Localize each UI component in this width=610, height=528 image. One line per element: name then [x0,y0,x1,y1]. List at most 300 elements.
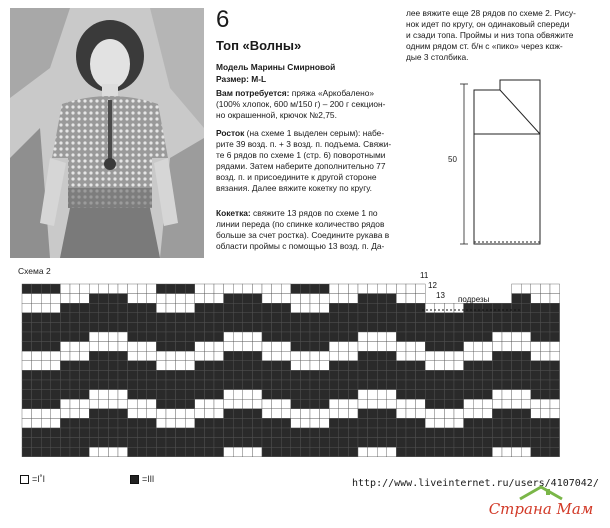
chart-cell [550,361,560,371]
chart-cell [272,438,282,448]
chart-cell [108,313,118,323]
chart-cell [51,303,61,313]
chart-cell [406,380,416,390]
chart-cell [540,342,550,352]
chart-cell [492,438,502,448]
chart-cell [262,380,272,390]
chart-cell [243,322,253,332]
chart-cell [89,361,99,371]
chart-cell [300,380,310,390]
chart-cell [444,370,454,380]
chart-cell [137,428,147,438]
chart-cell [425,370,435,380]
chart-cell [540,428,550,438]
chart-cell [204,438,214,448]
chart-cell [89,284,99,294]
chart-cell [99,438,109,448]
chart-cell [51,390,61,400]
chart-cell [550,313,560,323]
chart-cell [89,418,99,428]
chart-cell [214,361,224,371]
chart-cell [473,399,483,409]
chart-cell [540,294,550,304]
chart-cell [396,322,406,332]
chart-cell [512,303,522,313]
chart-cell [425,428,435,438]
chart-cell [281,370,291,380]
chart-cell [310,447,320,457]
chart-cell [387,361,397,371]
chart-cell [243,361,253,371]
chart-cell [473,342,483,352]
chart-cell [60,370,70,380]
chart-cell [550,322,560,332]
chart-cell [291,342,301,352]
chart-cell [60,380,70,390]
chart-cell [435,438,445,448]
chart-cell [281,409,291,419]
chart-cell [531,418,541,428]
height-dimension: 50 [448,155,457,164]
chart-cell [550,284,560,294]
chart-cell [329,294,339,304]
chart-cell [89,438,99,448]
chart-cell [195,399,205,409]
chart-cell [70,284,80,294]
chart-cell [444,303,454,313]
chart-cell [310,294,320,304]
chart-cell [444,418,454,428]
chart-cell [204,380,214,390]
chart-cell [128,418,138,428]
chart-cell [272,332,282,342]
chart-cell [214,380,224,390]
chart-cell [233,361,243,371]
chart-cell [377,303,387,313]
chart-cell [156,418,166,428]
chart-cell [464,351,474,361]
chart-cell [147,351,157,361]
chart-cell [243,409,253,419]
chart-cell [540,438,550,448]
chart-cell [339,294,349,304]
chart-cell [329,284,339,294]
chart-cell [368,351,378,361]
chart-cell [204,361,214,371]
chart-cell [473,390,483,400]
chart-cell [224,303,234,313]
chart-cell [118,284,128,294]
chart-cell [185,342,195,352]
chart-cell [89,313,99,323]
chart-cell [176,351,186,361]
chart-cell [224,294,234,304]
chart-cell [80,409,90,419]
chart-cell [425,313,435,323]
chart-cell [272,409,282,419]
chart-cell [70,380,80,390]
chart-cell [243,332,253,342]
chart-cell [387,351,397,361]
chart-cell [444,332,454,342]
chart-cell [416,294,426,304]
chart-cell [492,380,502,390]
chart-cell [358,332,368,342]
chart-cell [348,380,358,390]
chart-cell [492,399,502,409]
chart-cell [444,351,454,361]
chart-cell [521,303,531,313]
chart-cell [262,361,272,371]
chart-cell [464,418,474,428]
chart-cell [252,322,262,332]
chart-cell [329,332,339,342]
chart-cell [358,409,368,419]
chart-cell [329,409,339,419]
chart-cell [166,370,176,380]
chart-cell [252,447,262,457]
chart-cell [166,361,176,371]
chart-cell [99,351,109,361]
chart-cell [396,380,406,390]
chart-cell [531,361,541,371]
chart-cell [99,342,109,352]
chart-cell [128,313,138,323]
chart-cell [291,351,301,361]
logo-text: Страна Мам [488,500,594,518]
chart-cell [118,399,128,409]
chart-cell [368,390,378,400]
chart-cell [444,447,454,457]
source-url[interactable]: http://www.liveinternet.ru/users/4107042/ [352,478,599,489]
chart-cell [464,409,474,419]
chart-cell [454,332,464,342]
chart-cell [272,294,282,304]
chart-cell [185,409,195,419]
chart-cell [483,390,493,400]
chart-cell [156,438,166,448]
legend-white-text: =ǀ˚ǀ [32,474,45,484]
chart-cell [252,361,262,371]
chart-cell [512,409,522,419]
chart-cell [195,390,205,400]
chart-cell [435,380,445,390]
chart-cell [195,294,205,304]
chart-cell [243,438,253,448]
chart-cell [281,332,291,342]
chart-cell [473,361,483,371]
chart-cell [41,380,51,390]
chart-cell [291,332,301,342]
chart-cell [521,399,531,409]
chart-cell [214,294,224,304]
chart-cell [32,284,42,294]
chart-cell [368,322,378,332]
row-label-13: 13 [436,291,445,300]
chart-cell [22,284,32,294]
chart-cell [176,284,186,294]
chart-cell [99,418,109,428]
chart-cell [22,370,32,380]
chart-cell [128,361,138,371]
chart-cell [550,342,560,352]
chart-cell [262,438,272,448]
chart-cell [550,294,560,304]
chart-cell [224,284,234,294]
chart-cell [60,418,70,428]
chart-cell [89,370,99,380]
chart-cell [320,390,330,400]
chart-cell [262,418,272,428]
chart-cell [416,399,426,409]
chart-cell [540,361,550,371]
chart-cell [195,438,205,448]
chart-cell [416,361,426,371]
chart-cell [502,370,512,380]
chart-cell [396,342,406,352]
chart-cell [444,313,454,323]
chart-cell [550,303,560,313]
chart-cell [329,390,339,400]
chart-cell [444,361,454,371]
chart-cell [416,313,426,323]
chart-cell [233,418,243,428]
chart-cell [281,390,291,400]
chart-cell [243,390,253,400]
chart-cell [51,322,61,332]
chart-cell [531,390,541,400]
chart-cell [406,322,416,332]
chart-cell [233,294,243,304]
chart-cell [348,390,358,400]
chart-cell [531,370,541,380]
chart-cell [339,370,349,380]
chart-cell [291,418,301,428]
chart-cell [358,342,368,352]
chart-cell [310,428,320,438]
chart-cell [176,313,186,323]
chart-cell [483,313,493,323]
chart-cell [128,322,138,332]
chart-cell [32,428,42,438]
chart-cell [512,428,522,438]
chart-cell [80,303,90,313]
chart-cell [60,438,70,448]
chart-cell [147,332,157,342]
chart-cell [358,438,368,448]
chart-cell [368,409,378,419]
chart-cell [396,332,406,342]
chart-cell [320,438,330,448]
chart-cell [425,390,435,400]
chart-cell [339,390,349,400]
chart-cell [118,428,128,438]
chart-cell [147,418,157,428]
chart-cell [166,303,176,313]
chart-cell [377,428,387,438]
chart-cell [291,294,301,304]
chart-cell [368,380,378,390]
chart-cell [396,428,406,438]
chart-cell [272,351,282,361]
chart-cell [550,428,560,438]
chart-cell [358,351,368,361]
chart-cell [348,370,358,380]
chart-cell [550,399,560,409]
chart-cell [540,303,550,313]
chart-cell [262,390,272,400]
chart-cell [320,361,330,371]
chart-cell [118,313,128,323]
chart-cell [531,332,541,342]
chart-cell [272,370,282,380]
chart-cell [387,294,397,304]
chart-cell [425,303,435,313]
chart-cell [368,370,378,380]
chart-grid [20,270,580,460]
chart-cell [195,332,205,342]
chart-cell [339,399,349,409]
chart-cell [300,322,310,332]
chart-cell [60,342,70,352]
chart-cell [118,322,128,332]
chart-cell [99,380,109,390]
chart-cell [214,409,224,419]
chart-cell [60,303,70,313]
chart-cell [416,322,426,332]
chart-cell [483,332,493,342]
chart-cell [406,438,416,448]
chart-cell [89,294,99,304]
chart-cell [80,380,90,390]
chart-cell [492,361,502,371]
chart-cell [377,313,387,323]
chart-cell [464,447,474,457]
chart-cell [521,390,531,400]
chart-cell [435,361,445,371]
chart-cell [70,438,80,448]
chart-cell [70,361,80,371]
chart-cell [300,342,310,352]
chart-cell [358,399,368,409]
chart-cell [425,409,435,419]
chart-cell [310,418,320,428]
chart-cell [80,294,90,304]
chart-cell [348,322,358,332]
chart-cell [387,284,397,294]
chart-cell [252,390,262,400]
chart-cell [348,284,358,294]
chart-cell [166,428,176,438]
chart-cell [128,399,138,409]
chart-cell [32,332,42,342]
chart-cell [464,380,474,390]
chart-cell [195,428,205,438]
chart-cell [444,380,454,390]
chart-cell [41,294,51,304]
chart-cell [473,438,483,448]
chart-cell [416,438,426,448]
schema-label: Схема 2 [18,266,51,276]
chart-cell [32,399,42,409]
chart-cell [166,390,176,400]
chart-cell [348,438,358,448]
chart-cell [262,428,272,438]
chart-cell [281,418,291,428]
chart-cell [128,294,138,304]
chart-cell [185,351,195,361]
yoke-block: Кокетка: свяжите 13 рядов по схеме 1 по линии переда (по спинке количество рядов больше за счет ростка). Соедините рукава в области проймы с помощью 13 возд. п. Да- [216,208,390,251]
chart-cell [425,447,435,457]
chart-cell [272,399,282,409]
chart-cell [512,361,522,371]
chart-cell [454,313,464,323]
chart-cell [80,322,90,332]
chart-cell [108,361,118,371]
chart-cell [70,294,80,304]
chart-cell [99,284,109,294]
chart-cell [166,418,176,428]
chart-cell [224,313,234,323]
chart-cell [156,380,166,390]
chart-cell [521,342,531,352]
chart-cell [185,332,195,342]
chart-cell [89,390,99,400]
chart-cell [214,447,224,457]
chart-cell [291,361,301,371]
chart-cell [435,447,445,457]
chart-cell [387,399,397,409]
chart-cell [281,303,291,313]
chart-cell [128,342,138,352]
chart-cell [320,409,330,419]
chart-cell [540,390,550,400]
chart-cell [204,313,214,323]
chart-cell [252,399,262,409]
chart-cell [492,409,502,419]
chart-cell [550,438,560,448]
chart-cell [396,399,406,409]
chart-cell [531,322,541,332]
chart-cell [310,284,320,294]
chart-cell [89,342,99,352]
chart-cell [396,284,406,294]
chart-cell [454,438,464,448]
chart-cell [51,332,61,342]
chart-cell [512,284,522,294]
chart-cell [329,380,339,390]
chart-cell [195,303,205,313]
chart-cell [406,447,416,457]
chart-cell [483,438,493,448]
chart-cell [540,322,550,332]
chart-cell [329,447,339,457]
pattern-title: Топ «Волны» [216,38,302,53]
chart-cell [272,390,282,400]
chart-cell [281,342,291,352]
chart-cell [70,342,80,352]
stitch-chart [20,270,580,465]
chart-cell [502,380,512,390]
chart-cell [339,303,349,313]
chart-cell [272,418,282,428]
chart-cell [300,294,310,304]
chart-cell [377,399,387,409]
chart-cell [108,332,118,342]
chart-cell [464,390,474,400]
chart-cell [185,361,195,371]
chart-cell [108,380,118,390]
